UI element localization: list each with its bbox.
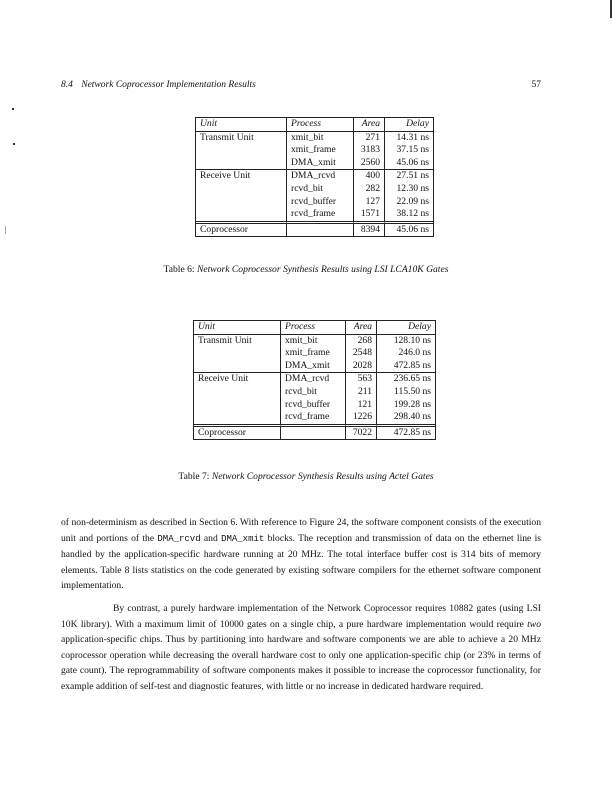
table-row xyxy=(194,372,435,386)
table-row xyxy=(194,335,435,348)
unit-cell: Receive Unit xyxy=(194,372,281,386)
col-header-unit: Unit xyxy=(194,321,281,335)
paragraph-hardware-comparison xyxy=(61,601,541,694)
table-total-row xyxy=(196,221,433,237)
delay-cell: 115.50 ns xyxy=(394,385,431,397)
paragraph-text xyxy=(61,601,541,694)
section-title: Network Coprocessor Implementation Results xyxy=(81,80,256,90)
table-total-row xyxy=(194,424,435,440)
delay-cell: 27.51 ns xyxy=(385,169,433,183)
table-row xyxy=(196,169,433,183)
unit-cell xyxy=(196,196,287,209)
process-cell: xmit_bit xyxy=(287,132,354,145)
section-number: 8.4 xyxy=(61,80,73,90)
table-row xyxy=(196,183,433,196)
caption-title: Network Coprocessor Synthesis Results using LSI LCA10K Gates xyxy=(196,264,449,275)
table-row xyxy=(194,360,435,373)
process-cell: rcvd_bit xyxy=(281,386,346,399)
table-6-lsi-synthesis xyxy=(195,117,434,237)
unit-cell xyxy=(196,157,287,170)
table-7-caption xyxy=(0,471,612,482)
unit-cell: Receive Unit xyxy=(196,169,287,183)
area-cell: 2548 xyxy=(346,347,377,360)
caption-label: Table 6: xyxy=(163,264,195,275)
area-cell: 400 xyxy=(354,169,385,183)
unit-cell xyxy=(196,183,287,196)
text-run: application-specific chips. Thus by partitioning into hardware and software components we are able to achieve a 20 MHz coprocessor operation while decreasing the overall hardware cost to only one application-specific chip (or 23% in terms of gate count). The reprogrammability of software components makes it possible to increase the coprocessor functionality, for example addition of self-test and diagnostic features, with little or no increase in dedicated hardware required. xyxy=(61,634,541,692)
delay-cell: 37.15 ns xyxy=(396,144,429,156)
area-cell: 271 xyxy=(354,132,385,145)
delay-cell: 298.40 ns xyxy=(393,411,431,423)
process-cell: xmit_frame xyxy=(287,144,354,157)
col-header-delay: Delay xyxy=(377,321,435,335)
unit-cell xyxy=(194,360,281,373)
unit-cell xyxy=(194,386,281,399)
area-cell: 211 xyxy=(346,386,377,399)
unit-cell xyxy=(194,399,281,412)
table-6-caption xyxy=(0,264,612,275)
delay-cell: 12.30 ns xyxy=(396,182,429,194)
col-header-process: Process xyxy=(287,118,354,132)
process-cell: xmit_frame xyxy=(281,347,346,360)
emphasis-two: two xyxy=(527,618,541,630)
table-row xyxy=(194,399,435,412)
unit-cell: Transmit Unit xyxy=(194,335,281,348)
process-cell: rcvd_frame xyxy=(281,411,346,424)
process-cell: rcvd_buffer xyxy=(281,399,346,412)
delay-cell: 45.06 ns xyxy=(396,156,429,168)
table-row xyxy=(196,144,433,157)
caption-label: Table 7: xyxy=(178,471,210,482)
col-header-process: Process xyxy=(281,321,346,335)
scan-speck xyxy=(12,108,14,110)
area-cell: 563 xyxy=(346,372,377,386)
process-cell xyxy=(287,221,354,237)
table-row xyxy=(196,132,433,145)
text-run: and xyxy=(200,532,222,544)
unit-cell xyxy=(196,144,287,157)
process-cell: DMA_xmit xyxy=(281,360,346,373)
paragraph-text xyxy=(61,515,541,594)
scan-speck xyxy=(13,143,15,145)
area-cell: 2560 xyxy=(354,157,385,170)
page-number: 57 xyxy=(531,80,541,90)
text-run: By contrast, a purely hardware implementation of the Network Coprocessor requires 10882 gates (using LSI 10K library). With a maximum limit of 10000 gates on a single chip, a pure hardware implementation would require xyxy=(61,603,541,630)
delay-cell: 14.31 ns xyxy=(396,131,429,143)
col-header-area: Area xyxy=(354,118,385,132)
unit-cell: Coprocessor xyxy=(194,424,281,440)
area-cell: 1226 xyxy=(346,411,377,424)
delay-cell: 199.28 ns xyxy=(393,398,431,410)
process-cell: xmit_bit xyxy=(281,335,346,348)
delay-cell: 45.06 ns xyxy=(385,221,433,237)
delay-cell: 22.09 ns xyxy=(396,195,429,207)
area-cell: 121 xyxy=(346,399,377,412)
process-cell: DMA_xmit xyxy=(287,157,354,170)
unit-cell xyxy=(196,208,287,221)
table-row xyxy=(194,411,435,424)
unit-cell xyxy=(194,411,281,424)
unit-cell: Transmit Unit xyxy=(196,132,287,145)
area-cell: 2028 xyxy=(346,360,377,373)
code-dma-rcvd: DMA_rcvd xyxy=(157,533,201,544)
caption-title: Network Coprocessor Synthesis Results using Actel Gates xyxy=(211,471,434,482)
text-run: of non-determinism as described in Section 6. With reference to Figure 24, the software component consists of the execution unit and portions of the xyxy=(61,517,541,544)
table-row xyxy=(196,208,433,221)
process-cell: rcvd_bit xyxy=(287,183,354,196)
unit-cell xyxy=(194,347,281,360)
table-header-row xyxy=(196,118,433,132)
area-cell: 7022 xyxy=(346,424,377,440)
delay-cell: 472.85 ns xyxy=(377,424,435,440)
col-header-unit: Unit xyxy=(196,118,287,132)
table-header-row xyxy=(194,321,435,335)
delay-cell: 472.85 ns xyxy=(393,359,431,371)
text-run: blocks. The reception and transmission of data on the ethernet line is handled by the application-specific hardware running at 20 MHz. The total interface buffer cost is 314 bits of memory elements. Table 8 lists statistics on the code generated by existing software compilers for the ethernet software component implementation. xyxy=(61,532,541,591)
delay-cell: 236.65 ns xyxy=(377,372,435,386)
table-row xyxy=(194,347,435,360)
process-cell: DMA_rcvd xyxy=(287,169,354,183)
col-header-area: Area xyxy=(346,321,377,335)
paragraph-non-determinism xyxy=(61,515,541,594)
scan-speck xyxy=(5,226,6,234)
area-cell: 3183 xyxy=(354,144,385,157)
table-row xyxy=(194,386,435,399)
delay-cell: 128.10 ns xyxy=(393,334,431,346)
process-cell: DMA_rcvd xyxy=(281,372,346,386)
area-cell: 127 xyxy=(354,196,385,209)
unit-cell: Coprocessor xyxy=(196,221,287,237)
table-7-actel-synthesis xyxy=(193,320,436,440)
process-cell: rcvd_buffer xyxy=(287,196,354,209)
area-cell: 8394 xyxy=(354,221,385,237)
col-header-delay: Delay xyxy=(385,118,433,132)
code-dma-xmit: DMA_xmit xyxy=(221,533,265,544)
running-header xyxy=(61,80,541,90)
table-row xyxy=(196,196,433,209)
delay-cell: 38.12 ns xyxy=(396,208,429,220)
delay-cell: 246.0 ns xyxy=(398,347,431,359)
process-cell: rcvd_frame xyxy=(287,208,354,221)
table-row xyxy=(196,157,433,170)
area-cell: 1571 xyxy=(354,208,385,221)
area-cell: 282 xyxy=(354,183,385,196)
area-cell: 268 xyxy=(346,335,377,348)
process-cell xyxy=(281,424,346,440)
